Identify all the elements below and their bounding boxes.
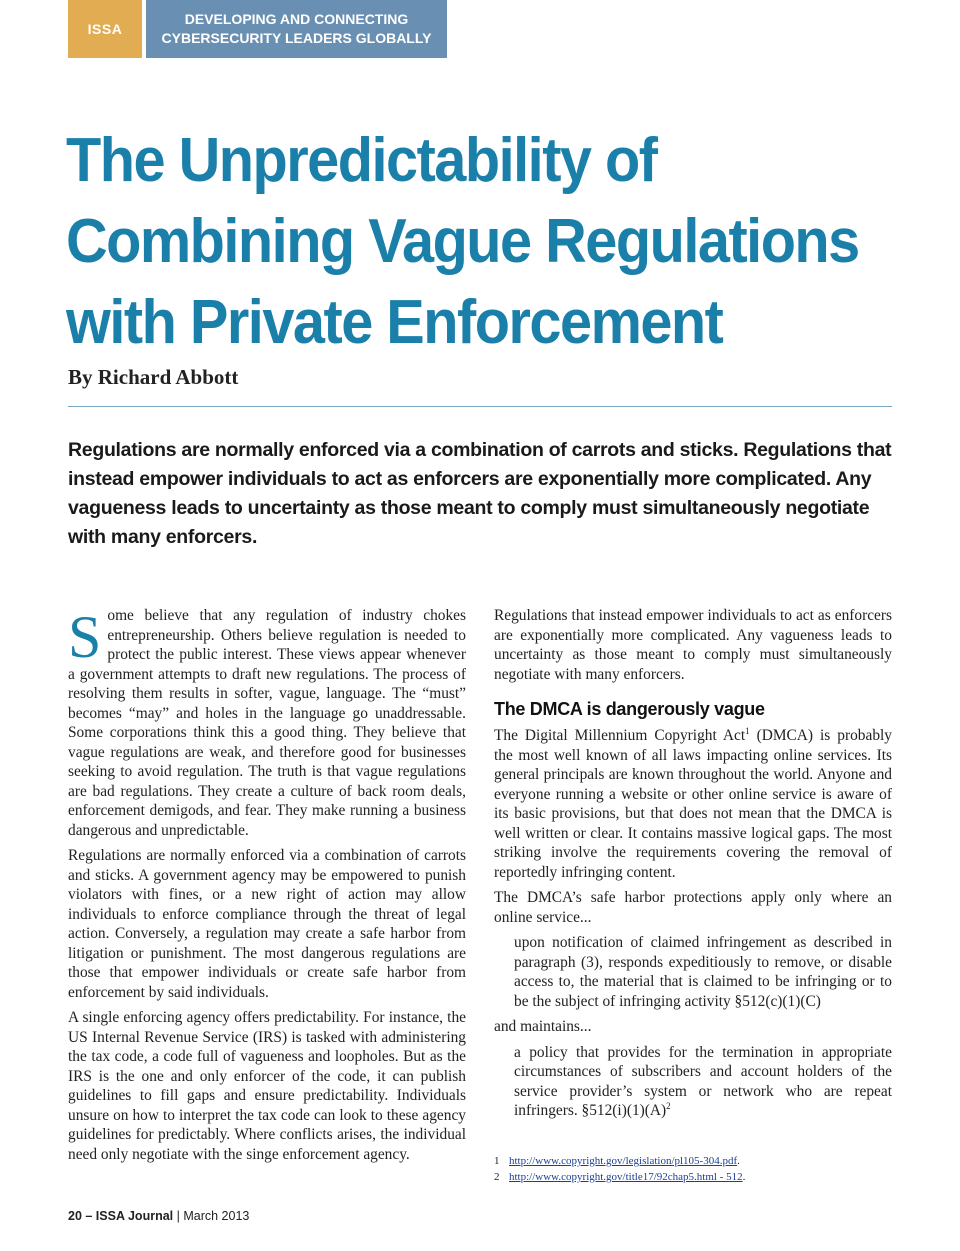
left-column	[68, 606, 466, 1170]
footnotes	[494, 1153, 892, 1185]
quote-text: a policy that provides for the termination in appropriate circumstances of subscribers and account holders of the service provider’s system or network who are repeat infringers. §512(i)(1)(A)	[514, 1043, 892, 1119]
lede-paragraph: Regulations are normally enforced via a combination of carrots and sticks. Regulations that instead empower individuals to act as enforcers are exponentially more complicated. Any vagueness leads to uncertainty as those meant to comply must simultaneously negotiate with many enforcers.	[68, 439, 892, 548]
title-line: The Unpredictability of	[66, 126, 657, 195]
block-quote: upon notification of claimed infringement as described in paragraph (3), responds expeditiously to remove, or disable access to, the material that is claimed to be infringing or to be the subject of infringing activity §512(c)(1)(C)	[514, 934, 892, 1010]
paragraph: Regulations are normally enforced via a combination of carrots and sticks. A government agency may be empowered to punish violators with fines, or a new right of action may allow individuals to enforce compliance through the threat of legal action. Conversely, a regulation may create a safe harbor from litigation or punishment. The most dangerous regulations are those that empower individuals or create safe harbor from enforcement by said individuals.	[68, 847, 466, 1001]
byline: By Richard Abbott	[68, 365, 239, 389]
footnote-ref: 1	[745, 725, 750, 736]
footnote-link[interactable]: http://www.copyright.gov/title17/92chap5.html - 512	[509, 1171, 743, 1183]
paragraph	[494, 726, 892, 882]
title-line: with Private Enforcement	[66, 288, 723, 357]
footnote-number: 1	[494, 1155, 500, 1167]
right-column	[494, 606, 892, 1127]
paragraph-text: ome believe that any regulation of industry chokes entrepreneurship. Others believe regulation is needed to protect the public interest. These views appear whenever a government attempts to draft new regulations. The process of resolving them results in softer, vague, language. The “must” becomes “may” and holes in the language go unaddressable. Some corporations think this a good thing. They believe that vague regulations are weak, and therefore good for businesses seeking to avoid regulation. The truth is that vague regulations are bad regulations. They create a culture of back room deals, enforcement demigods, and fear. They make running a business dangerous and unpredictable.	[68, 607, 466, 839]
paragraph-text: The Digital Millennium Copyright Act	[494, 727, 746, 744]
section-heading: The DMCA is dangerously vague	[494, 699, 765, 719]
footnote	[494, 1153, 892, 1169]
tagline-line-2: CYBERSECURITY LEADERS GLOBALLY	[161, 30, 432, 46]
page-footer	[68, 1209, 249, 1223]
issue-date: March 2013	[183, 1209, 250, 1223]
paragraph: A single enforcing agency offers predictability. For instance, the US Internal Revenue Service (IRS) is tasked with administering the tax code, a code full of vagueness and loopholes. But as the IRS is the one and only enforcer of the code, it can publish guidelines to fill gaps and ensure predictability. Individuals unsure on how to interpret the tax code can look to these agency guidelines for predictably. Where conflicts arises, the individual need only negotiate with the singe enforcement agency.	[68, 1009, 466, 1163]
footnote-link[interactable]: http://www.copyright.gov/legislation/pl105-304.pdf	[509, 1155, 738, 1167]
footnote-number: 2	[494, 1171, 500, 1183]
title-line: Combining Vague Regulations	[66, 207, 859, 276]
footnote-ref: 2	[666, 1100, 671, 1111]
paragraph	[68, 606, 466, 840]
paragraph: and maintains...	[494, 1018, 592, 1035]
page-number: 20 – ISSA Journal	[68, 1209, 174, 1223]
paragraph: The DMCA’s safe harbor protections apply only where an online service...	[494, 889, 892, 926]
footnote-punct: .	[737, 1155, 740, 1167]
footnote	[494, 1169, 892, 1185]
paragraph-text: (DMCA) is probably the most well known of all laws impacting online services. Its general principals are known throughout the world. Anyone and everyone running a website or other online service is aware of its basic provisions, but that does not mean that the DMCA is well written or clear. It contains massive logical gaps. The most striking involve the requirements covering the removal of reportedly infringing content.	[494, 727, 892, 881]
drop-cap: S	[68, 604, 102, 670]
footer-separator: |	[173, 1209, 184, 1223]
tagline-line-1: DEVELOPING AND CONNECTING	[184, 11, 409, 27]
issa-tag: ISSA	[68, 0, 142, 58]
article-title	[66, 120, 866, 363]
paragraph: Regulations that instead empower individuals to act as enforcers are exponentially more complicated. Any vagueness leads to uncertainty as those meant to comply must simultaneously negotiate with many enforcers.	[494, 607, 892, 683]
block-quote	[514, 1043, 892, 1121]
header-tagline	[146, 0, 447, 58]
footnote-punct: .	[742, 1171, 746, 1183]
divider	[68, 406, 892, 407]
